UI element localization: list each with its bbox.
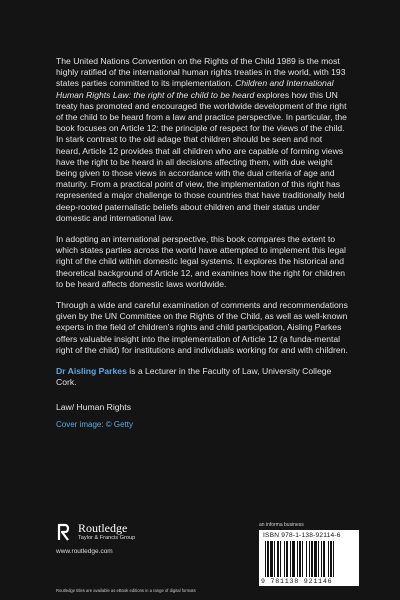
author-bio-text: is a Lecturer in the Faculty of Law, University College Cork. bbox=[56, 366, 332, 388]
blurb-paragraph-1 bbox=[56, 56, 348, 224]
informa-tagline: an informa business bbox=[259, 522, 304, 528]
routledge-logo-icon bbox=[56, 522, 72, 542]
blurb-paragraph-3: Through a wide and careful examination of comments and recommendations given by the UN Committee on the Rights of the Child, as well as well-known experts in the field of children's rights and child participation, Aisling Parkes offers valuable insight into the implementation of Article 12 (a funda-mental right of the child) for institutions and individuals working for and with children. bbox=[56, 300, 348, 355]
barcode-bars-icon bbox=[265, 541, 353, 577]
publisher-url: www.routledge.com bbox=[56, 548, 113, 555]
blurb-column bbox=[56, 56, 348, 429]
author-bio bbox=[56, 366, 348, 388]
blurb-p1-intro: The United Nations Convention on the Rights of the Child 1989 is the most highly ratified of the international human rights treaties in the world, with 193 states parties committed to its implementation. bbox=[56, 56, 346, 89]
cover-credit: Cover image: © Getty bbox=[56, 420, 134, 430]
publisher-text bbox=[78, 522, 135, 541]
barcode-block bbox=[259, 522, 359, 586]
blurb-paragraph-2: In adopting an international perspective, this book compares the extent to which states parties across the world have attempted to implement this legal right of the child within domestic legal systems. It explores the historical and theoretical background of Article 12, and examines how the right for children to be heard affects domestic laws worldwide. bbox=[56, 234, 346, 289]
isbn-text: ISBN 978-1-138-92114-6 bbox=[263, 532, 341, 539]
ebook-footnote: Routledge titles are available as eBook editions in a range of digital formats bbox=[56, 588, 196, 593]
publisher-block bbox=[56, 522, 196, 555]
publisher-logo-row bbox=[56, 522, 196, 542]
barcode-digits: 9 781138 921146 bbox=[261, 578, 333, 585]
author-name: Dr Aisling Parkes bbox=[56, 366, 127, 377]
barcode-panel bbox=[259, 530, 359, 586]
publisher-name: Routledge bbox=[78, 521, 128, 535]
blurb-p1-body: explores how this UN treaty has promoted and encouraged the worldwide development of the right of the child to be heard from a law and practice perspective. In particular, the book focuses on Article 12: the principle of respect for the views of the child. In stark contrast to the old adage that children should be seen and not heard, Article 12 provides that all children who are capable of forming views have the right to be heard in all decisions affecting them, with due weight being given to those views in accordance with the dual criteria of age and maturity. From a practical point of view, the implementation of this right has represented a major challenge to those countries that have traditionally held deep-rooted paternalistic beliefs about children and their status under domestic and international law. bbox=[56, 89, 347, 223]
subject-category: Law/ Human Rights bbox=[56, 402, 131, 413]
publisher-group: Taylor & Francis Group bbox=[78, 535, 136, 541]
book-title-italic: Children and International Human Rights Law: the right of the child to be heard bbox=[56, 78, 334, 100]
